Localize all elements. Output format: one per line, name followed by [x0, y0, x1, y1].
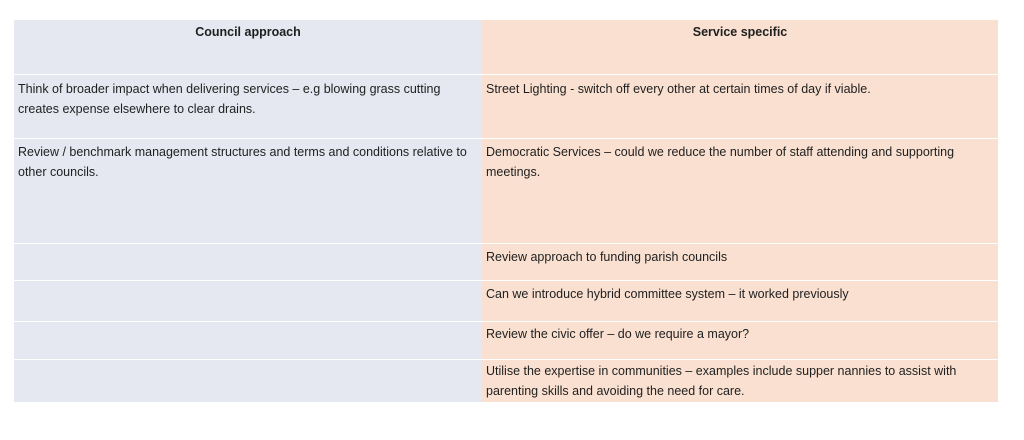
cell-text: [14, 322, 482, 324]
service-specific-cell: [482, 281, 998, 322]
council-approach-cell: [14, 322, 482, 360]
service-specific-cell: [482, 360, 998, 403]
cell-text: [14, 281, 482, 284]
cell-text: Street Lighting - switch off every other at certain times of day if viable.: [486, 82, 871, 96]
header-row: [14, 20, 998, 75]
table-row: [14, 281, 998, 322]
service-specific-cell: [482, 139, 998, 244]
header-service-specific-label: Service specific: [692, 25, 788, 39]
council-approach-cell: [14, 244, 482, 281]
council-approach-cell: [14, 139, 482, 244]
cell-text: Can we introduce hybrid committee system – it worked previously: [486, 287, 849, 301]
cell-text: Review the civic offer – do we require a mayor?: [486, 327, 750, 341]
table-row: [14, 322, 998, 360]
service-specific-cell: [482, 244, 998, 281]
savings-ideas-table: [14, 20, 998, 403]
table-row: [14, 75, 998, 139]
table-row: [14, 244, 998, 281]
table-row: [14, 139, 998, 244]
header-council-approach-label: Council approach: [195, 25, 301, 39]
cell-text: Review approach to funding parish councils: [486, 250, 728, 264]
cell-text: Think of broader impact when delivering services – e.g blowing grass cutting creates expense elsewhere to clear drains.: [18, 82, 441, 116]
council-approach-cell: [14, 281, 482, 322]
cell-text: [14, 244, 482, 247]
cell-text: Utilise the expertise in communities – examples include supper nannies to assist with parenting skills and avoiding the need for care.: [486, 364, 957, 398]
cell-text: Review / benchmark management structures and terms and conditions relative to other councils.: [18, 145, 467, 179]
service-specific-cell: [482, 75, 998, 139]
council-approach-cell: [14, 75, 482, 139]
council-approach-cell: [14, 360, 482, 403]
cell-text: Democratic Services – could we reduce the number of staff attending and supporting meetings.: [486, 145, 955, 179]
table-row: [14, 360, 998, 403]
cell-text: [14, 360, 482, 361]
header-council-approach: [14, 20, 482, 75]
service-specific-cell: [482, 322, 998, 360]
header-service-specific: [482, 20, 998, 75]
